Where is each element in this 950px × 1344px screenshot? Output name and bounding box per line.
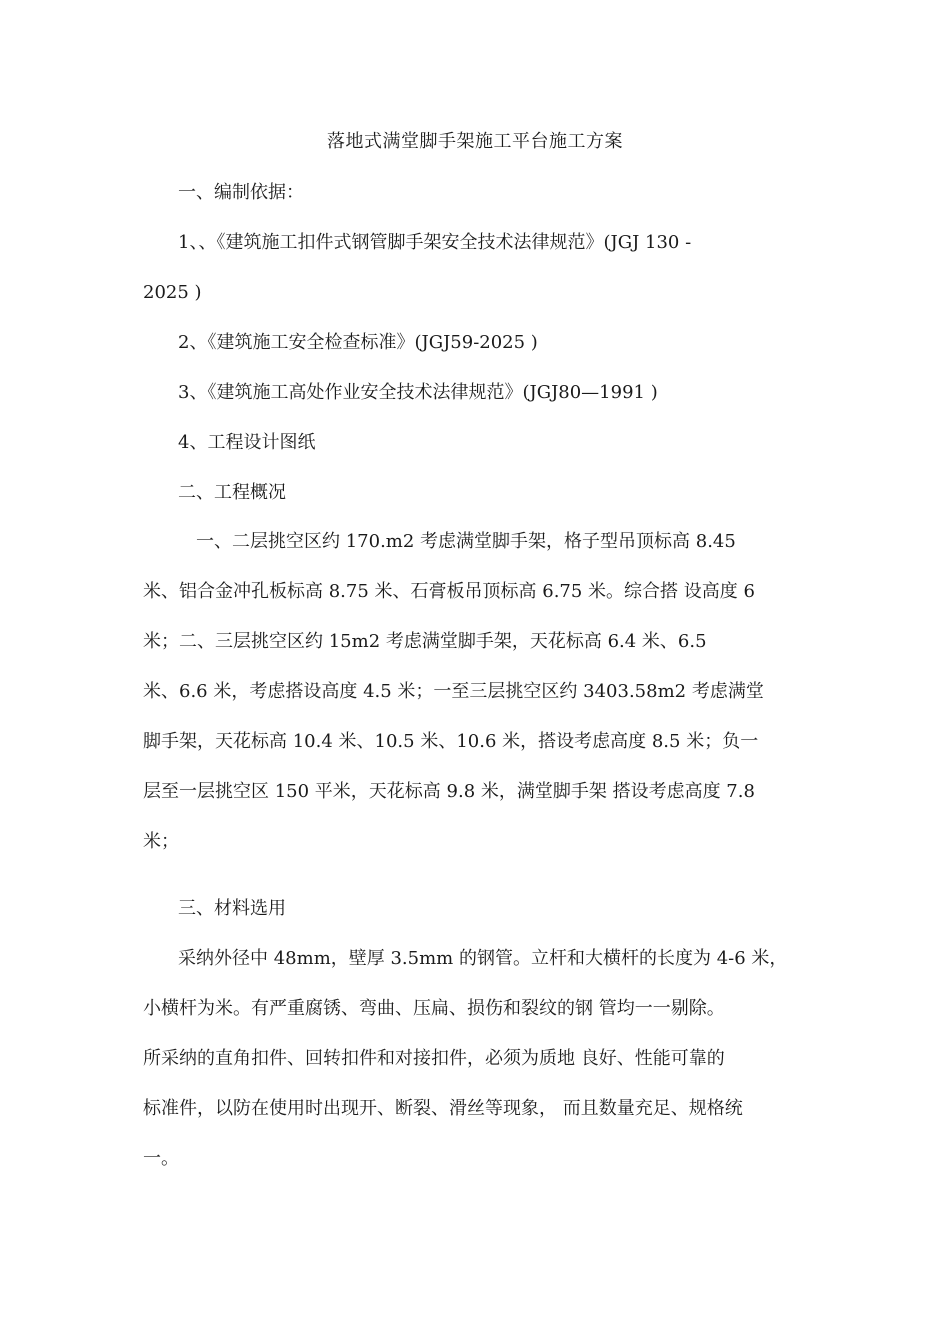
overview-line: 一、二层挑空区约 170.m2 考虑满堂脚手架，格子型吊顶标高 8.45 [196, 531, 736, 552]
materials-line: 一。 [143, 1148, 179, 1169]
materials-line: 标准件，以防在使用时出现开、断裂、滑丝等现象， 而且数量充足、规格统 [143, 1098, 743, 1119]
materials-line: 采纳外径中 48mm，壁厚 3.5mm 的钢管。立杆和大横杆的长度为 4-6 米， [178, 948, 788, 969]
section-heading-overview: 二、工程概况 [178, 482, 286, 503]
basis-item-3: 3、《建筑施工高处作业安全技术法律规范》(JGJ80—1991 ) [178, 382, 658, 403]
section-heading-basis: 一、编制依据： [178, 182, 304, 203]
overview-line: 米； [143, 831, 179, 852]
section-heading-materials: 三、材料选用 [178, 898, 286, 919]
overview-line: 米；二、三层挑空区约 15m2 考虑满堂脚手架，天花标高 6.4 米、6.5 [143, 631, 707, 652]
basis-item-4: 4、工程设计图纸 [178, 432, 316, 453]
overview-line: 米、铝合金冲孔板标高 8.75 米、石膏板吊顶标高 6.75 米。综合搭 设高度 6 [143, 581, 755, 602]
basis-item-2: 2、《建筑施工安全检查标准》(JGJ59-2025 ) [178, 332, 538, 353]
document-title: 落地式满堂脚手架施工平台施工方案 [327, 131, 623, 152]
basis-item-1-line-2: 2025 ) [143, 282, 202, 303]
overview-line: 脚手架，天花标高 10.4 米、10.5 米、10.6 米，搭设考虑高度 8.5 米；负一 [143, 731, 759, 752]
basis-item-1-line-1: 1、、《建筑施工扣件式钢管脚手架安全技术法律规范》(JGJ 130 - [178, 232, 692, 253]
overview-line: 层至一层挑空区 150 平米，天花标高 9.8 米，满堂脚手架 搭设考虑高度 7.8 [143, 781, 755, 802]
materials-line: 小横杆为米。有严重腐锈、弯曲、压扁、损伤和裂纹的钢 管均一一剔除。 [143, 998, 725, 1019]
overview-line: 米、6.6 米，考虑搭设高度 4.5 米；一至三层挑空区约 3403.58m2 考虑满堂 [143, 681, 764, 702]
materials-line: 所采纳的直角扣件、回转扣件和对接扣件，必须为质地 良好、性能可靠的 [143, 1048, 725, 1069]
